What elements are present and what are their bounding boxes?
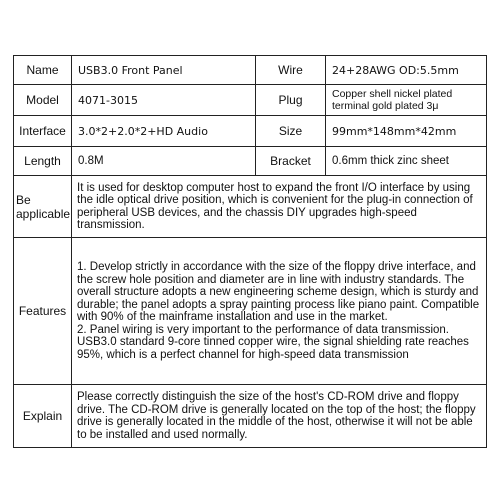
interface-value: 3.0*2+2.0*2+HD Audio bbox=[72, 116, 256, 147]
wire-label: Wire bbox=[256, 56, 326, 85]
features-label: Features bbox=[14, 238, 72, 385]
length-value: 0.8M bbox=[72, 147, 256, 176]
applicable-row bbox=[14, 176, 487, 238]
explain-row bbox=[14, 385, 487, 448]
wire-value: 24+28AWG OD:5.5mm bbox=[326, 56, 487, 85]
features-row bbox=[14, 238, 487, 385]
spec-row-name bbox=[14, 56, 487, 85]
name-value: USB3.0 Front Panel bbox=[72, 56, 256, 85]
size-value: 99mm*148mm*42mm bbox=[326, 116, 487, 147]
model-value: 4071-3015 bbox=[72, 85, 256, 116]
applicable-text: It is used for desktop computer host to expand the front I/O interface by using the idle optical drive position, which is convenient for the plug-in connection of peripheral USB devices, and the chassis DIY upgrades high-speed transmission. bbox=[72, 176, 487, 238]
spec-row-model bbox=[14, 85, 487, 116]
bracket-label: Bracket bbox=[256, 147, 326, 176]
model-label: Model bbox=[14, 85, 72, 116]
features-paragraph-2: 2. Panel wiring is very important to the performance of data transmission. USB3.0 standard 9-core tinned copper wire, the signal shielding rate reaches 95%, which is a perfect channel for high-speed data transmission bbox=[77, 323, 469, 361]
spec-row-length bbox=[14, 147, 487, 176]
features-text bbox=[72, 238, 487, 385]
interface-label: Interface bbox=[14, 116, 72, 147]
size-label: Size bbox=[256, 116, 326, 147]
applicable-label: Be applicable bbox=[14, 176, 72, 238]
plug-value: Copper shell nickel plated terminal gold plated 3μ bbox=[326, 85, 487, 116]
plug-label: Plug bbox=[256, 85, 326, 116]
features-paragraph-1: 1. Develop strictly in accordance with the size of the floppy drive interface, and the screw hole position and diameter are in line with industry standards. The overall structure adopts a new engineering scheme design, which is sturdy and durable; the panel adopts a spray painting process like piano paint. Compatible with 90% of the mainframe installation and use in the market. bbox=[77, 261, 480, 323]
spec-row-interface bbox=[14, 116, 487, 147]
spec-table bbox=[13, 55, 487, 448]
bracket-value: 0.6mm thick zinc sheet bbox=[326, 147, 487, 176]
explain-label: Explain bbox=[14, 385, 72, 448]
name-label: Name bbox=[14, 56, 72, 85]
length-label: Length bbox=[14, 147, 72, 176]
explain-text: Please correctly distinguish the size of the host's CD-ROM drive and floppy drive. The CD-ROM drive is generally located on the top of the host; the floppy drive is generally located in the middle of the host, otherwise it will not be able to be installed and used normally. bbox=[72, 385, 487, 448]
